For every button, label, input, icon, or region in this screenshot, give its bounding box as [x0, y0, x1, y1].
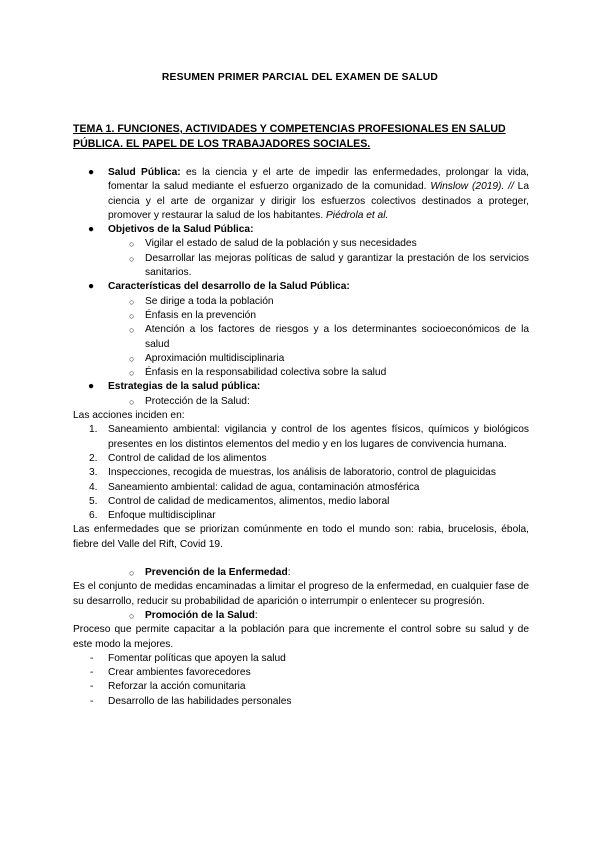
list-item: ○ Se dirige a toda la población [73, 295, 529, 309]
salud-publica-item [73, 166, 529, 223]
item-number: 6. [89, 510, 98, 522]
numbered-item: 3. Inspecciones, recogida de muestras, los análisis de laboratorio, control de plaguicidas [73, 466, 529, 480]
acciones-intro: Las acciones inciden en: [73, 410, 185, 422]
list-item: ○ Vigilar el estado de salud de la población y sus necesidades [73, 237, 529, 251]
bullet-icon: ● [88, 281, 95, 293]
enfermedades-paragraph: Las enfermedades que se priorizan comúnmente en todo el mundo son: rabia, brucelosis, ébola, fiebre del Valle del Rift, Covid 19. [73, 524, 529, 550]
numbered-item: 4. Saneamiento ambiental: calidad de agua, contaminación atmosférica [73, 481, 529, 495]
list-item: ○ Protección de la Salud: [73, 395, 529, 409]
page-title: RESUMEN PRIMER PARCIAL DEL EXAMEN DE SALUD [161, 72, 439, 83]
item-number: 5. [89, 495, 98, 507]
circle-bullet-icon: ○ [129, 368, 135, 379]
spacer [73, 552, 529, 566]
circle-bullet-icon: ○ [129, 296, 135, 307]
definition-text: La ciencia y el arte de organizar y dirigir los esfuerzos colectivos destinados a proteger, promover y restaurar la salud de los habitantes. [108, 181, 530, 221]
section-heading: TEMA 1. FUNCIONES, ACTIVIDADES Y COMPETENCIAS PROFESIONALES EN SALUD PÚBLICA. EL PAPEL DE LOS TRABAJADORES SOCIALES. [73, 123, 506, 150]
dash-item: - Fomentar políticas que apoyen la salud [73, 652, 529, 666]
caracteristicas-heading: ● Características del desarrollo de la Salud Pública: [73, 280, 529, 294]
dash-item: - Reforzar la acción comunitaria [73, 680, 529, 694]
dash-icon: - [90, 681, 94, 693]
circle-bullet-icon: ○ [129, 310, 135, 321]
list-item: ○ Énfasis en la prevención [73, 309, 529, 323]
objetivos-heading: ● Objetivos de la Salud Pública: [73, 223, 529, 237]
dash-icon: - [90, 667, 94, 679]
numbered-item: 1. Saneamiento ambiental: vigilancia y control de los agentes físicos, químicos y biológicos presentes en los distintos elementos del medio y en los lugares de convivencia humana. [89, 424, 529, 450]
document-body [73, 166, 529, 709]
list-item: ○ Atención a los factores de riesgos y a los determinantes socioeconómicos de la salud [129, 324, 529, 350]
numbered-item: 6. Enfoque multidisciplinar [73, 509, 529, 523]
estrategias-heading: ● Estrategias de la salud pública: [73, 380, 529, 394]
promocion-paragraph: Proceso que permite capacitar a la población para que incremente el control sobre su salud y de este modo la mejores. [73, 624, 529, 650]
citation: Winslow (2019). // [430, 181, 514, 193]
dash-icon: - [90, 652, 94, 664]
colon: : [254, 609, 258, 621]
circle-bullet-icon: ○ [129, 396, 135, 407]
item-number: 2. [89, 452, 98, 464]
bullet-icon: ● [88, 167, 95, 178]
circle-bullet-icon: ○ [129, 253, 135, 264]
prevencion-heading: ○ Prevención de la Enfermedad: [73, 566, 529, 580]
item-number: 4. [89, 481, 98, 493]
numbered-item: 5. Control de calidad de medicamentos, alimentos, medio laboral [73, 495, 529, 509]
dash-item: - Desarrollo de las habilidades personales [73, 695, 529, 709]
item-number: 1. [89, 424, 98, 436]
list-item: ○ Aproximación multidisciplinaria [73, 352, 529, 366]
bullet-icon: ● [88, 381, 95, 393]
circle-bullet-icon: ○ [129, 610, 135, 621]
item-number: 3. [89, 467, 98, 479]
circle-bullet-icon: ○ [129, 568, 135, 579]
bullet-icon: ● [88, 224, 95, 236]
list-item: ○ Énfasis en la responsabilidad colectiva sobre la salud [73, 366, 529, 380]
circle-bullet-icon: ○ [129, 239, 135, 250]
definition-text: es la ciencia y el arte de impedir las enfermedades, prolongar la vida, fomentar la salud mediante el esfuerzo organizado de la comunidad. [108, 167, 529, 193]
numbered-item: 2. Control de calidad de los alimentos [73, 452, 529, 466]
list-item: ○ Desarrollar las mejoras políticas de salud y garantizar la prestación de los servicios sanitarios. [129, 252, 529, 279]
dash-item: - Crear ambientes favorecedores [73, 666, 529, 680]
promocion-heading: ○ Promoción de la Salud: [73, 609, 529, 623]
circle-bullet-icon: ○ [129, 325, 135, 336]
prevencion-paragraph: Es el conjunto de medidas encaminadas a limitar el progreso de la enfermedad, en cualquier fase de su desarrollo, reducir su probabilidad de aparición o interrumpir o enlentecer su progresión. [73, 581, 529, 607]
circle-bullet-icon: ○ [129, 353, 135, 364]
colon: : [287, 567, 291, 579]
citation: Piédrola et al. [326, 209, 389, 221]
term-label: Salud Pública: [108, 167, 181, 178]
dash-icon: - [90, 695, 94, 707]
